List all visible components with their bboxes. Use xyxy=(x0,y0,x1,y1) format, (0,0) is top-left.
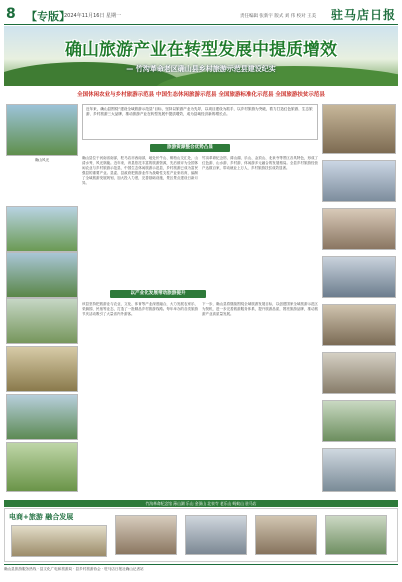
photo-right-1 xyxy=(322,104,396,154)
photo-right-8 xyxy=(322,448,396,492)
photo-right-7 xyxy=(322,400,396,442)
article-column-2: 竹沟革命纪念馆、薄山湖、乐山、金顶山、北泉寺等景区各具特色，形成了红色游、山水游、乡村游、休闲游多元融合的发展格局。全县乡村旅游经营户达数百家，带动就业上万人，乡村旅游扶贫成效显著。 xyxy=(202,156,318,170)
photo-caption: 确山风光 xyxy=(34,158,50,162)
article-column-4: 下一步，确山县将继续围绕全域旅游发展目标，以创建国家全域旅游示范区为契机，进一步完善旅游服务体系，提升旅游品质，擦亮旅游品牌，推动旅游产业高质量发展。 xyxy=(202,302,318,316)
section-heading-1: 旅游资源整合优势凸显 xyxy=(150,144,230,152)
photo-left-3 xyxy=(6,252,78,298)
article-column-1: 确山县位于河南省南部，驻马店市西南部，地处伏牛山、桐柏山交汇处，山清水秀，风光旖旎。近年来，该县依托丰富的旅游资源，先后被评为全国休闲农业与乡村旅游示范县、中国生态休闲旅游示范县，乡村旅游已成为富民强县的重要产业。县委、县政府把旅游业作为战略性支柱产业来培育，编制了全域旅游发展规划，加大投入力度，完善基础设施，景区景点建设日新月异。 xyxy=(82,156,198,185)
page-header xyxy=(4,6,398,25)
footer-info-strip: 确山县旅游服务热线 · 县文化广电和旅游局 · 县乡村旅游协会 · 驻马店日报社确山记者站 xyxy=(4,564,398,573)
bottom-photo-1 xyxy=(115,515,177,555)
section-heading-2: 以产业化发展带动旅游提升 xyxy=(110,290,206,298)
bottom-panel-title: 电商+旅游 融合发展 xyxy=(9,513,74,521)
feature-banner xyxy=(4,26,398,86)
intro-box: 近年来，确山县围绕“建设全域旅游示范县”目标，坚持以旅游产业为先导，以项目建设为抓手，以乡村旅游为突破，着力打造红色旅游、生态旅游、乡村旅游三大品牌，推动旅游产业在转型发展中提质增效，成为县域经济新的增长点。 xyxy=(82,104,318,140)
photo-left-5 xyxy=(6,346,78,392)
photo-left-2 xyxy=(6,206,78,252)
page-number: 8 xyxy=(6,6,16,22)
editor-credits: 责任编辑 张新宇 版式 刘 伟 校对 王美 xyxy=(240,14,317,19)
masthead-logo: 驻马店日报 xyxy=(330,8,396,22)
photo-right-3 xyxy=(322,208,396,250)
photo-left-4 xyxy=(6,298,78,344)
photo-left-7 xyxy=(6,442,78,492)
bottom-photo-5 xyxy=(11,525,107,557)
bottom-photo-panel xyxy=(4,508,398,562)
feature-headline: 确山旅游产业在转型发展中提质增效 xyxy=(65,40,337,60)
issue-date: 2024年11月16日 星期一 xyxy=(64,13,122,19)
scenic-spots-band: 竹沟革命纪念馆 薄山湖 乐山 金顶山 北泉寺 老乐山 蚂蚁山 驻马店 xyxy=(4,500,398,507)
photo-right-5 xyxy=(322,304,396,346)
honors-strapline: 全国休闲农业与乡村旅游示范县 中国生态休闲旅游示范县 全国旅游标准化示范县 全国旅游扶贫示范县 xyxy=(77,92,325,98)
photo-left-1 xyxy=(6,104,78,156)
bottom-photo-2 xyxy=(185,515,247,555)
bottom-photo-3 xyxy=(255,515,317,555)
photo-right-4 xyxy=(322,256,396,298)
section-label: 【专版】 xyxy=(26,10,70,23)
photo-left-6 xyxy=(6,394,78,440)
article-column-3: 该县坚持把旅游业与农业、文化、体育等产业深度融合，大力发展农家乐、采摘园、民宿等业态，打造了一批精品乡村旅游线路。每年举办的各类旅游节庆活动吸引了大量省内外游客。 xyxy=(82,302,198,316)
photo-right-6 xyxy=(322,352,396,394)
photo-right-2 xyxy=(322,160,396,202)
bottom-photo-4 xyxy=(325,515,387,555)
feature-subtitle: — 竹沟革命老区确山县乡村旅游示范县建设纪实 xyxy=(126,65,276,73)
